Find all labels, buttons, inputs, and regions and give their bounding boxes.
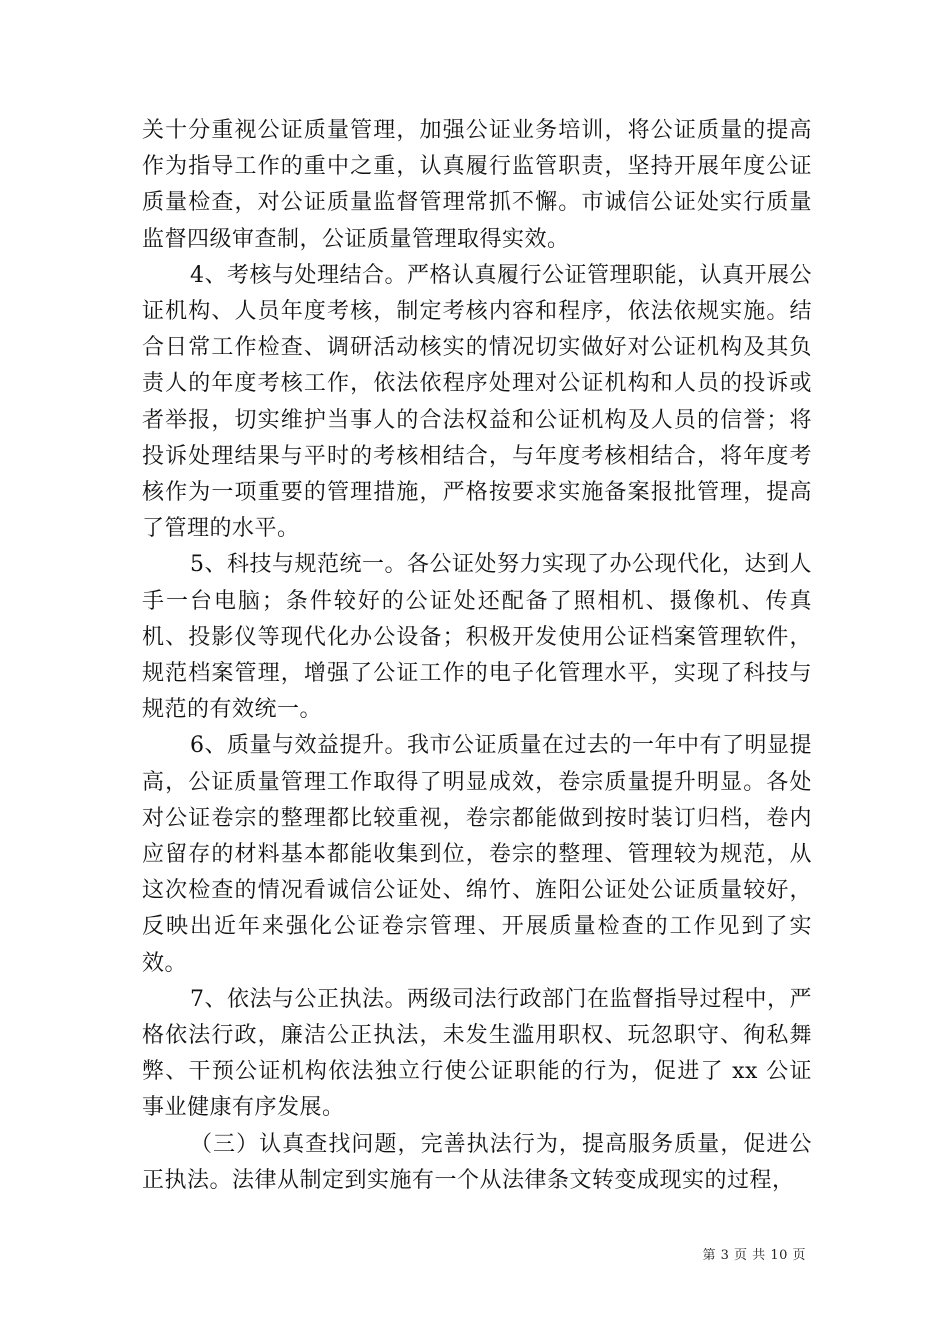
page-number-footer: 第 3 页 共 10 页 xyxy=(702,1248,806,1263)
paragraph-item-4: 4、考核与处理结合。严格认真履行公证管理职能，认真开展公证机构、人员年度考核，制定考核内容和程序，依法依规实施。结合日常工作检查、调研活动核实的情况切实做好对公证机构及其负责人的年度考核工作，依法依程序处理对公证机构和人员的投诉或者举报，切实维护当事人的合法权益和公证机构及人员的信誉；将投诉处理结果与平时的考核相结合，与年度考核相结合，将年度考核作为一项重要的管理措施，严格按要求实施备案报批管理，提高了管理的水平。 xyxy=(142,262,812,542)
paragraph-item-7: 7、依法与公正执法。两级司法行政部门在监督指导过程中，严格依法行政，廉洁公正执法，未发生滥用职权、玩忽职守、徇私舞弊、干预公证机构依法独立行使公证职能的行为，促进了 xx 公证事业健康有序发展。 xyxy=(142,986,812,1121)
paragraph-item-6: 6、质量与效益提升。我市公证质量在过去的一年中有了明显提高，公证质量管理工作取得了明显成效，卷宗质量提升明显。各处对公证卷宗的整理都比较重视，卷宗都能做到按时装订归档，卷内应留存的材料基本都能收集到位，卷宗的整理、管理较为规范，从这次检查的情况看诚信公证处、绵竹、旌阳公证处公证质量较好，反映出近年来强化公证卷宗管理、开展质量检查的工作见到了实效。 xyxy=(142,733,812,976)
paragraph-section-3: （三）认真查找问题，完善执法行为，提高服务质量，促进公正执法。法律从制定到实施有一个从法律条文转变成现实的过程， xyxy=(142,1131,812,1193)
paragraph-continuation: 关十分重视公证质量管理，加强公证业务培训，将公证质量的提高作为指导工作的重中之重，认真履行监管职责，坚持开展年度公证质量检查，对公证质量监督管理常抓不懈。市诚信公证处实行质量监督四级审查制，公证质量管理取得实效。 xyxy=(142,118,812,252)
document-body xyxy=(142,113,812,1199)
paragraph-item-5: 5、科技与规范统一。各公证处努力实现了办公现代化，达到人手一台电脑；条件较好的公证处还配备了照相机、摄像机、传真机、投影仪等现代化办公设备；积极开发使用公证档案管理软件，规范档案管理，增强了公证工作的电子化管理水平，实现了科技与规范的有效统一。 xyxy=(142,552,812,723)
